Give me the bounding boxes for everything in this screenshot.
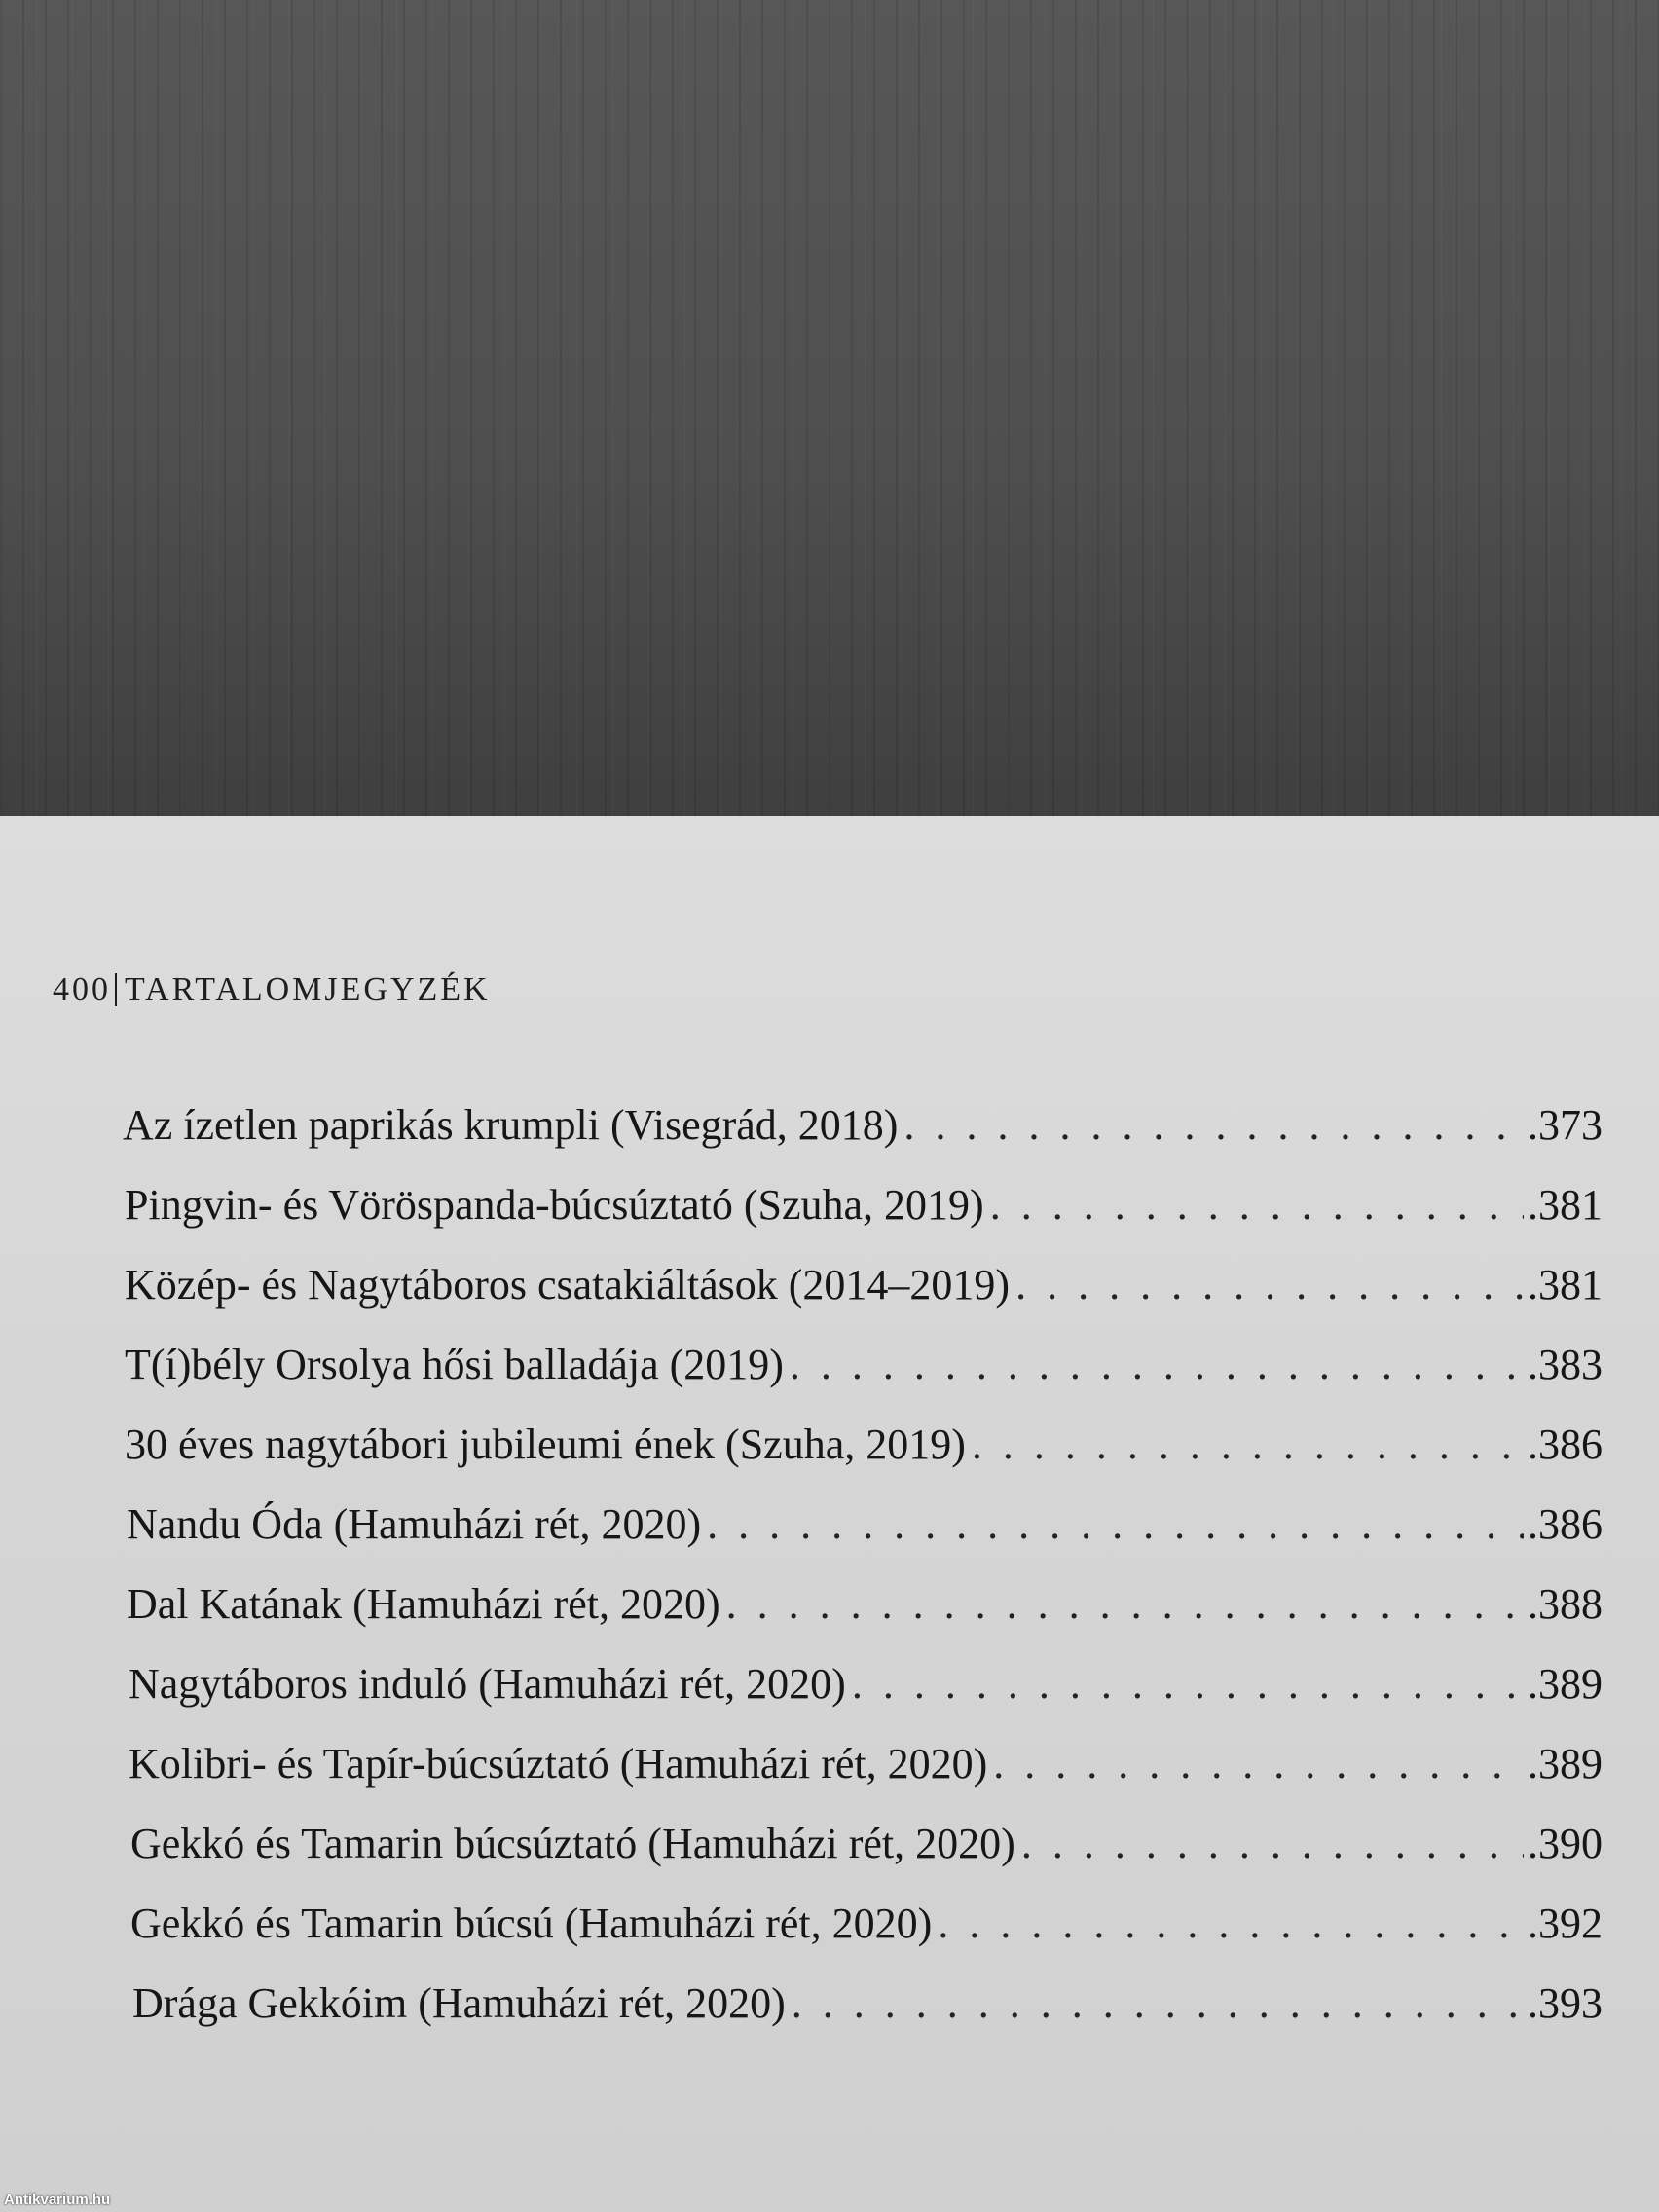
toc-dot-leader xyxy=(726,1579,1524,1629)
toc-dot-leader xyxy=(903,1100,1524,1150)
toc-entry-page: .386 xyxy=(1528,1420,1603,1468)
background-surface xyxy=(0,0,1659,816)
toc-entry-page: .389 xyxy=(1528,1660,1603,1708)
toc-entry-title: Pingvin- és Vöröspanda-búcsúztató (Szuha, 2019) xyxy=(125,1181,984,1229)
toc-entry-page: .388 xyxy=(1528,1580,1603,1628)
toc-entry-title: Gekkó és Tamarin búcsú (Hamuházi rét, 2020) xyxy=(130,1899,933,1947)
toc-entry-page: .381 xyxy=(1528,1181,1603,1229)
toc-entry xyxy=(130,1819,1603,1868)
toc-entry xyxy=(123,1100,1603,1150)
toc-dot-leader xyxy=(972,1419,1524,1469)
toc-entry-page: .393 xyxy=(1528,1979,1603,2027)
section-title: TARTALOMJEGYZÉK xyxy=(125,972,491,1008)
toc-entry-title: Nandu Óda (Hamuházi rét, 2020) xyxy=(127,1500,702,1548)
toc-entry-title: Az ízetlen paprikás krumpli (Visegrád, 2018) xyxy=(123,1101,899,1149)
running-header xyxy=(53,972,491,1009)
page-number: 400 xyxy=(53,972,111,1008)
toc-dot-leader xyxy=(1015,1260,1524,1309)
toc-entry xyxy=(125,1180,1603,1230)
toc-dot-leader xyxy=(990,1180,1524,1230)
toc-entry-title: T(í)bély Orsolya hősi balladája (2019) xyxy=(125,1341,784,1388)
toc-dot-leader xyxy=(993,1739,1524,1788)
toc-entry-page: .386 xyxy=(1528,1500,1603,1548)
toc-entry-page: .390 xyxy=(1528,1820,1603,1867)
toc-entry-page: .389 xyxy=(1528,1740,1603,1788)
toc-dot-leader xyxy=(790,1340,1524,1389)
book-page xyxy=(0,816,1659,2212)
toc-entry-page: .381 xyxy=(1528,1261,1603,1309)
toc-entry xyxy=(125,1340,1603,1389)
toc-entry-title: Közép- és Nagytáboros csatakiáltások (2014–2019) xyxy=(125,1261,1011,1309)
toc-dot-leader xyxy=(852,1659,1524,1709)
toc-entry xyxy=(130,1899,1603,1948)
toc-entry-page: .373 xyxy=(1528,1101,1603,1149)
toc-entry-page: .392 xyxy=(1528,1899,1603,1947)
toc-entry-title: 30 éves nagytábori jubileumi ének (Szuha, 2019) xyxy=(125,1420,966,1468)
toc-entry-title: Drága Gekkóim (Hamuházi rét, 2020) xyxy=(132,1979,786,2027)
toc-entry xyxy=(127,1579,1603,1629)
toc-dot-leader xyxy=(938,1899,1524,1948)
toc-entry xyxy=(127,1499,1603,1549)
toc-entry-title: Nagytáboros induló (Hamuházi rét, 2020) xyxy=(129,1660,846,1708)
toc-entry xyxy=(129,1739,1603,1788)
watermark: Antikvarium.hu xyxy=(4,2192,111,2208)
toc-dot-leader xyxy=(792,1978,1524,2028)
toc-entry xyxy=(125,1260,1603,1309)
toc-entry xyxy=(132,1978,1603,2028)
toc-dot-leader xyxy=(1021,1819,1524,1868)
toc-entry-title: Gekkó és Tamarin búcsúztató (Hamuházi rét, 2020) xyxy=(130,1820,1015,1867)
toc-entry xyxy=(129,1659,1603,1709)
toc-dot-leader xyxy=(707,1499,1524,1549)
toc-entry xyxy=(125,1419,1603,1469)
header-separator xyxy=(115,973,117,1006)
toc-entry-title: Dal Katának (Hamuházi rét, 2020) xyxy=(127,1580,720,1628)
toc-entry-title: Kolibri- és Tapír-búcsúztató (Hamuházi rét, 2020) xyxy=(129,1740,988,1788)
toc-entry-page: .383 xyxy=(1528,1341,1603,1388)
